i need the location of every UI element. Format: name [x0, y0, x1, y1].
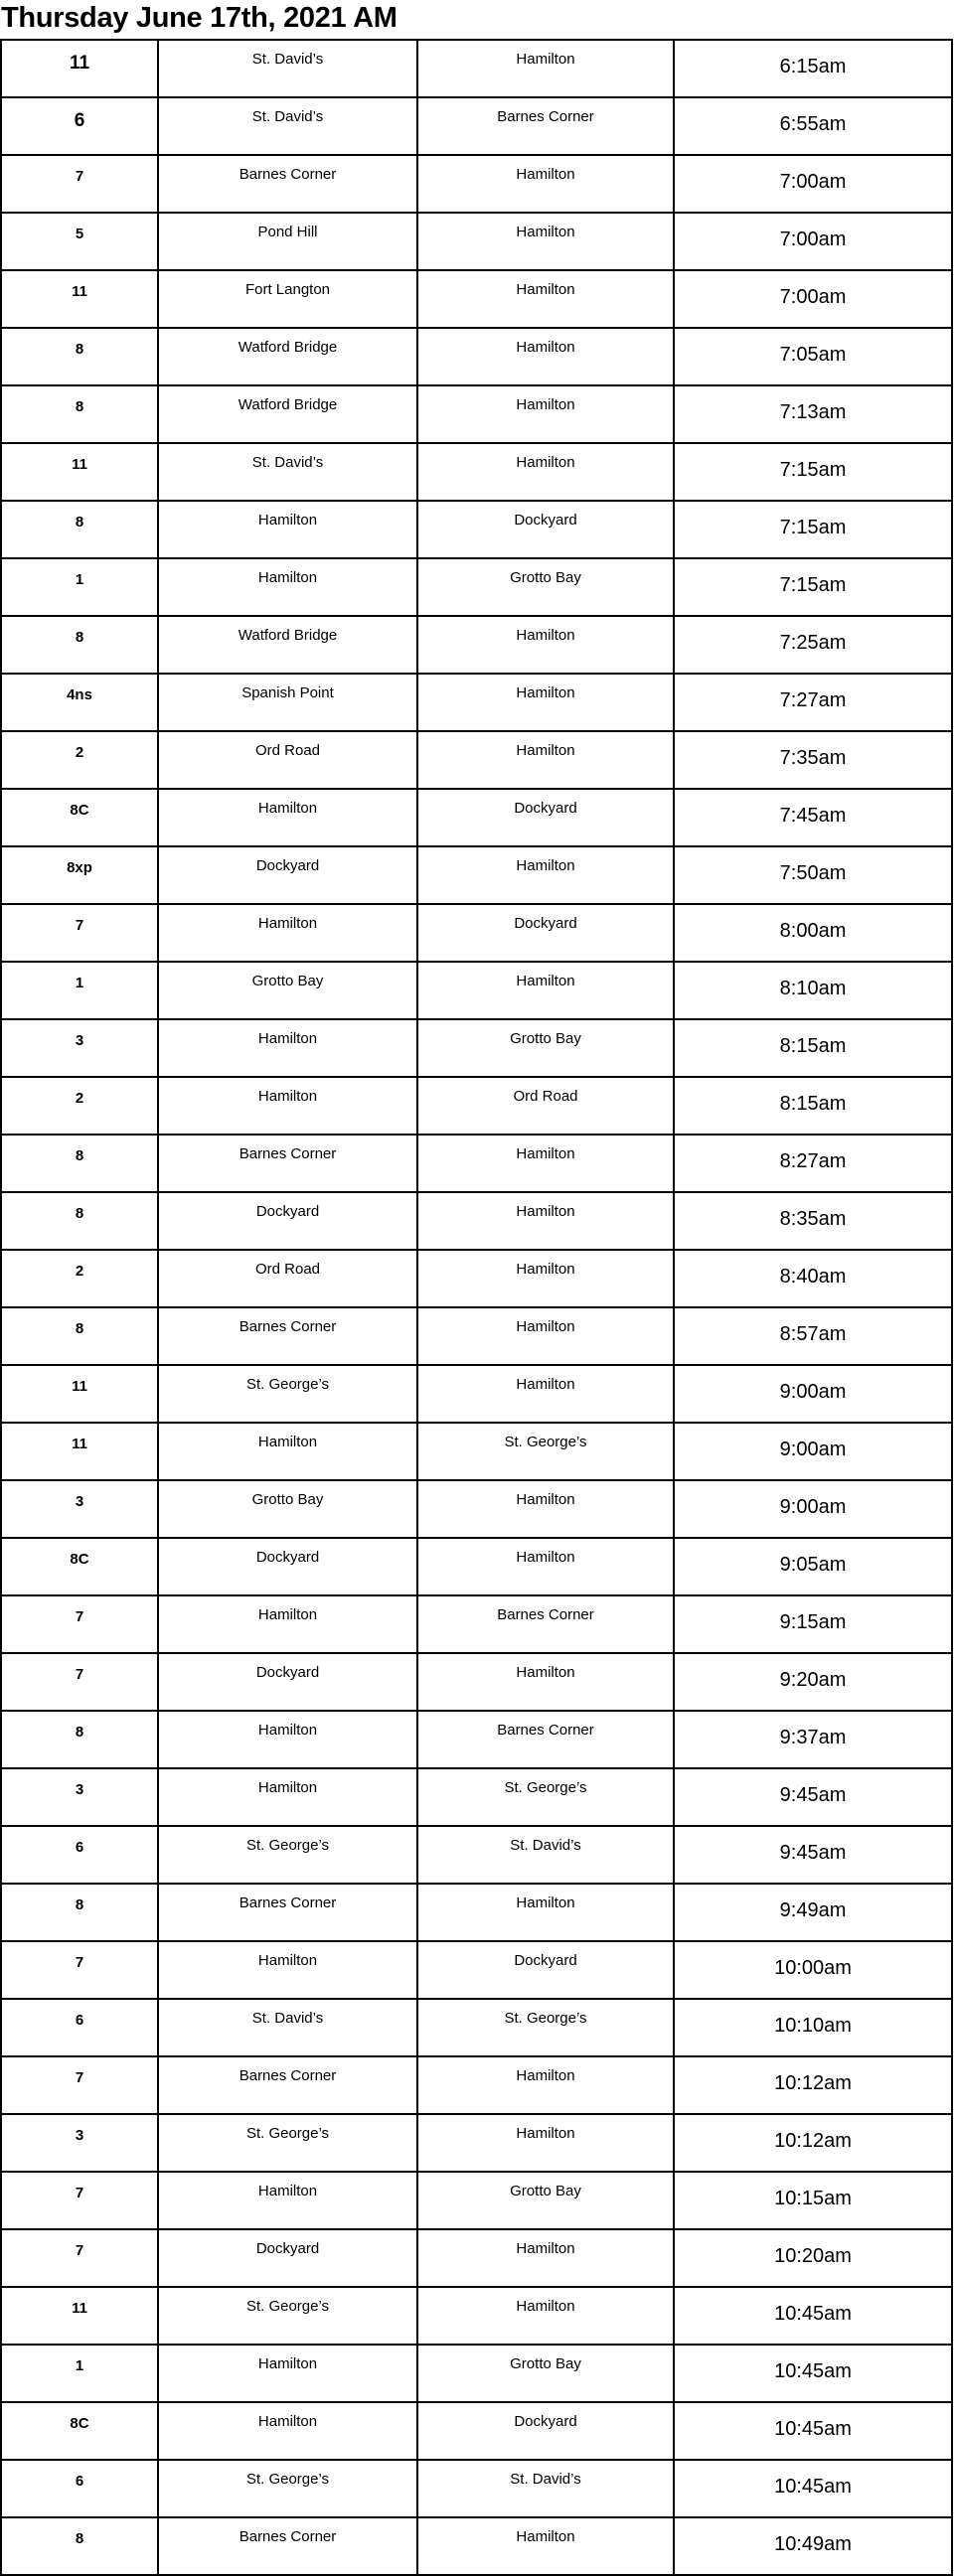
- destination-cell: Hamilton: [417, 731, 674, 789]
- table-row: [1, 1653, 952, 1711]
- departure-time-cell: 9:37am: [674, 1711, 952, 1768]
- destination-cell: Hamilton: [417, 2114, 674, 2172]
- destination-cell: Grotto Bay: [417, 2345, 674, 2402]
- departure-time-cell: 7:50am: [674, 846, 952, 904]
- table-row: [1, 1538, 952, 1595]
- route-number-cell: 7: [1, 1941, 158, 1999]
- route-number-cell: 6: [1, 2460, 158, 2517]
- route-number-cell: 8: [1, 1711, 158, 1768]
- departure-location-cell: Hamilton: [158, 1941, 417, 1999]
- route-number-cell: 8: [1, 328, 158, 385]
- destination-cell: Hamilton: [417, 1307, 674, 1365]
- route-number-cell: 3: [1, 1768, 158, 1826]
- departure-time-cell: 10:12am: [674, 2114, 952, 2172]
- departure-time-cell: 10:12am: [674, 2056, 952, 2114]
- departure-location-cell: St. David’s: [158, 1999, 417, 2056]
- departure-location-cell: Spanish Point: [158, 674, 417, 731]
- table-row: [1, 2056, 952, 2114]
- destination-cell: Hamilton: [417, 1538, 674, 1595]
- destination-cell: Hamilton: [417, 443, 674, 501]
- departure-location-cell: Dockyard: [158, 1192, 417, 1250]
- destination-cell: Hamilton: [417, 40, 674, 97]
- departure-location-cell: Dockyard: [158, 2229, 417, 2287]
- route-number-cell: 8: [1, 616, 158, 674]
- departure-time-cell: 10:45am: [674, 2287, 952, 2345]
- table-row: [1, 674, 952, 731]
- destination-cell: Hamilton: [417, 846, 674, 904]
- route-number-cell: 8C: [1, 789, 158, 846]
- departure-location-cell: St. David’s: [158, 97, 417, 155]
- destination-cell: Grotto Bay: [417, 2172, 674, 2229]
- table-row: [1, 443, 952, 501]
- departure-location-cell: Barnes Corner: [158, 1884, 417, 1941]
- departure-location-cell: St. George’s: [158, 1826, 417, 1884]
- destination-cell: Hamilton: [417, 155, 674, 213]
- table-row: [1, 2517, 952, 2575]
- route-number-cell: 3: [1, 1480, 158, 1538]
- departure-time-cell: 7:35am: [674, 731, 952, 789]
- departure-location-cell: Dockyard: [158, 1538, 417, 1595]
- departure-location-cell: Hamilton: [158, 558, 417, 616]
- destination-cell: Hamilton: [417, 213, 674, 270]
- departure-location-cell: Watford Bridge: [158, 385, 417, 443]
- route-number-cell: 3: [1, 2114, 158, 2172]
- departure-time-cell: 8:40am: [674, 1250, 952, 1307]
- departure-location-cell: Hamilton: [158, 1768, 417, 1826]
- table-row: [1, 1595, 952, 1653]
- departure-time-cell: 9:20am: [674, 1653, 952, 1711]
- destination-cell: Grotto Bay: [417, 558, 674, 616]
- destination-cell: Barnes Corner: [417, 1595, 674, 1653]
- departure-time-cell: 7:45am: [674, 789, 952, 846]
- departure-time-cell: 9:45am: [674, 1768, 952, 1826]
- departure-time-cell: 7:00am: [674, 213, 952, 270]
- route-number-cell: 7: [1, 1653, 158, 1711]
- table-row: [1, 2114, 952, 2172]
- departure-time-cell: 7:15am: [674, 443, 952, 501]
- route-number-cell: 8C: [1, 2402, 158, 2460]
- departure-time-cell: 10:45am: [674, 2402, 952, 2460]
- departure-location-cell: Hamilton: [158, 789, 417, 846]
- destination-cell: Dockyard: [417, 904, 674, 962]
- table-row: [1, 213, 952, 270]
- table-row: [1, 2172, 952, 2229]
- table-row: [1, 1423, 952, 1480]
- route-number-cell: 11: [1, 2287, 158, 2345]
- table-row: [1, 1250, 952, 1307]
- table-row: [1, 328, 952, 385]
- route-number-cell: 6: [1, 1999, 158, 2056]
- table-row: [1, 40, 952, 97]
- destination-cell: Hamilton: [417, 328, 674, 385]
- route-number-cell: 8: [1, 1192, 158, 1250]
- route-number-cell: 5: [1, 213, 158, 270]
- route-number-cell: 2: [1, 1077, 158, 1135]
- departure-time-cell: 6:55am: [674, 97, 952, 155]
- departure-time-cell: 6:15am: [674, 40, 952, 97]
- route-number-cell: 7: [1, 2056, 158, 2114]
- destination-cell: Dockyard: [417, 789, 674, 846]
- departure-location-cell: St. David’s: [158, 40, 417, 97]
- table-row: [1, 2402, 952, 2460]
- departure-location-cell: Hamilton: [158, 1711, 417, 1768]
- departure-time-cell: 8:15am: [674, 1019, 952, 1077]
- route-number-cell: 8: [1, 2517, 158, 2575]
- departure-time-cell: 10:45am: [674, 2345, 952, 2402]
- departure-location-cell: Grotto Bay: [158, 1480, 417, 1538]
- departure-time-cell: 8:27am: [674, 1135, 952, 1192]
- route-number-cell: 11: [1, 1365, 158, 1423]
- route-number-cell: 8: [1, 385, 158, 443]
- destination-cell: Ord Road: [417, 1077, 674, 1135]
- departure-time-cell: 7:15am: [674, 558, 952, 616]
- departure-time-cell: 7:25am: [674, 616, 952, 674]
- destination-cell: St. David’s: [417, 1826, 674, 1884]
- departure-location-cell: Hamilton: [158, 1019, 417, 1077]
- departure-location-cell: Hamilton: [158, 1423, 417, 1480]
- departure-location-cell: Hamilton: [158, 501, 417, 558]
- departure-time-cell: 7:00am: [674, 270, 952, 328]
- destination-cell: Hamilton: [417, 2287, 674, 2345]
- departure-time-cell: 9:00am: [674, 1480, 952, 1538]
- route-number-cell: 3: [1, 1019, 158, 1077]
- departure-time-cell: 9:05am: [674, 1538, 952, 1595]
- departure-location-cell: Pond Hill: [158, 213, 417, 270]
- departure-time-cell: 10:10am: [674, 1999, 952, 2056]
- destination-cell: Hamilton: [417, 385, 674, 443]
- route-number-cell: 2: [1, 731, 158, 789]
- table-row: [1, 1192, 952, 1250]
- table-row: [1, 1941, 952, 1999]
- table-row: [1, 1711, 952, 1768]
- departure-location-cell: Barnes Corner: [158, 1135, 417, 1192]
- departure-location-cell: Barnes Corner: [158, 1307, 417, 1365]
- table-row: [1, 731, 952, 789]
- route-number-cell: 8: [1, 501, 158, 558]
- route-number-cell: 11: [1, 1423, 158, 1480]
- destination-cell: Hamilton: [417, 2056, 674, 2114]
- table-row: [1, 2345, 952, 2402]
- route-number-cell: 7: [1, 155, 158, 213]
- schedule-body: [1, 40, 952, 2575]
- departure-location-cell: Barnes Corner: [158, 2056, 417, 2114]
- departure-location-cell: Ord Road: [158, 1250, 417, 1307]
- destination-cell: Barnes Corner: [417, 1711, 674, 1768]
- departure-location-cell: Hamilton: [158, 1595, 417, 1653]
- departure-location-cell: Dockyard: [158, 846, 417, 904]
- destination-cell: Dockyard: [417, 2402, 674, 2460]
- departure-location-cell: Ord Road: [158, 731, 417, 789]
- destination-cell: St. David’s: [417, 2460, 674, 2517]
- table-row: [1, 1480, 952, 1538]
- departure-time-cell: 7:05am: [674, 328, 952, 385]
- departure-location-cell: Hamilton: [158, 904, 417, 962]
- destination-cell: Hamilton: [417, 2229, 674, 2287]
- table-row: [1, 2229, 952, 2287]
- departure-time-cell: 7:13am: [674, 385, 952, 443]
- route-number-cell: 6: [1, 97, 158, 155]
- departure-location-cell: Watford Bridge: [158, 616, 417, 674]
- destination-cell: Dockyard: [417, 1941, 674, 1999]
- departure-time-cell: 9:45am: [674, 1826, 952, 1884]
- departure-time-cell: 10:49am: [674, 2517, 952, 2575]
- departure-time-cell: 9:00am: [674, 1365, 952, 1423]
- departure-location-cell: St. David’s: [158, 443, 417, 501]
- departure-time-cell: 10:45am: [674, 2460, 952, 2517]
- table-row: [1, 846, 952, 904]
- destination-cell: Dockyard: [417, 501, 674, 558]
- table-row: [1, 2460, 952, 2517]
- destination-cell: St. George’s: [417, 1999, 674, 2056]
- destination-cell: Hamilton: [417, 270, 674, 328]
- departure-location-cell: Barnes Corner: [158, 155, 417, 213]
- route-number-cell: 7: [1, 904, 158, 962]
- route-number-cell: 6: [1, 1826, 158, 1884]
- route-number-cell: 4ns: [1, 674, 158, 731]
- departure-time-cell: 8:35am: [674, 1192, 952, 1250]
- departure-time-cell: 10:15am: [674, 2172, 952, 2229]
- table-row: [1, 616, 952, 674]
- destination-cell: Hamilton: [417, 1192, 674, 1250]
- destination-cell: Hamilton: [417, 1250, 674, 1307]
- destination-cell: St. George’s: [417, 1768, 674, 1826]
- departure-location-cell: St. George’s: [158, 2287, 417, 2345]
- departure-location-cell: St. George’s: [158, 2460, 417, 2517]
- departure-time-cell: 7:15am: [674, 501, 952, 558]
- route-number-cell: 11: [1, 40, 158, 97]
- departure-time-cell: 9:00am: [674, 1423, 952, 1480]
- departure-time-cell: 8:57am: [674, 1307, 952, 1365]
- table-row: [1, 1768, 952, 1826]
- table-row: [1, 1135, 952, 1192]
- route-number-cell: 8: [1, 1884, 158, 1941]
- table-row: [1, 1365, 952, 1423]
- table-row: [1, 155, 952, 213]
- departure-time-cell: 8:15am: [674, 1077, 952, 1135]
- destination-cell: Hamilton: [417, 674, 674, 731]
- departure-location-cell: Dockyard: [158, 1653, 417, 1711]
- departure-location-cell: Hamilton: [158, 2402, 417, 2460]
- destination-cell: Hamilton: [417, 1365, 674, 1423]
- departure-location-cell: Hamilton: [158, 1077, 417, 1135]
- departure-location-cell: St. George’s: [158, 1365, 417, 1423]
- table-row: [1, 1999, 952, 2056]
- table-row: [1, 789, 952, 846]
- table-row: [1, 501, 952, 558]
- table-row: [1, 558, 952, 616]
- departure-location-cell: Watford Bridge: [158, 328, 417, 385]
- table-row: [1, 2287, 952, 2345]
- table-row: [1, 904, 952, 962]
- departure-time-cell: 7:00am: [674, 155, 952, 213]
- departure-location-cell: Barnes Corner: [158, 2517, 417, 2575]
- departure-time-cell: 9:15am: [674, 1595, 952, 1653]
- table-row: [1, 1826, 952, 1884]
- destination-cell: Hamilton: [417, 616, 674, 674]
- table-row: [1, 962, 952, 1019]
- route-number-cell: 11: [1, 443, 158, 501]
- table-row: [1, 1077, 952, 1135]
- destination-cell: Hamilton: [417, 1884, 674, 1941]
- destination-cell: Hamilton: [417, 1135, 674, 1192]
- route-number-cell: 8: [1, 1307, 158, 1365]
- route-number-cell: 1: [1, 558, 158, 616]
- route-number-cell: 8C: [1, 1538, 158, 1595]
- destination-cell: Grotto Bay: [417, 1019, 674, 1077]
- destination-cell: Hamilton: [417, 1480, 674, 1538]
- table-row: [1, 1884, 952, 1941]
- schedule-table: [0, 39, 953, 2576]
- route-number-cell: 1: [1, 962, 158, 1019]
- departure-time-cell: 9:49am: [674, 1884, 952, 1941]
- departure-time-cell: 10:00am: [674, 1941, 952, 1999]
- departure-time-cell: 8:10am: [674, 962, 952, 1019]
- table-row: [1, 385, 952, 443]
- destination-cell: Barnes Corner: [417, 97, 674, 155]
- route-number-cell: 11: [1, 270, 158, 328]
- departure-location-cell: Hamilton: [158, 2345, 417, 2402]
- route-number-cell: 7: [1, 1595, 158, 1653]
- table-row: [1, 270, 952, 328]
- table-row: [1, 97, 952, 155]
- destination-cell: Hamilton: [417, 962, 674, 1019]
- departure-time-cell: 7:27am: [674, 674, 952, 731]
- destination-cell: Hamilton: [417, 1653, 674, 1711]
- departure-time-cell: 10:20am: [674, 2229, 952, 2287]
- table-row: [1, 1307, 952, 1365]
- departure-time-cell: 8:00am: [674, 904, 952, 962]
- destination-cell: Hamilton: [417, 2517, 674, 2575]
- route-number-cell: 7: [1, 2172, 158, 2229]
- route-number-cell: 7: [1, 2229, 158, 2287]
- table-row: [1, 1019, 952, 1077]
- route-number-cell: 8: [1, 1135, 158, 1192]
- departure-location-cell: Grotto Bay: [158, 962, 417, 1019]
- route-number-cell: 2: [1, 1250, 158, 1307]
- destination-cell: St. George’s: [417, 1423, 674, 1480]
- departure-location-cell: Fort Langton: [158, 270, 417, 328]
- page-title: Thursday June 17th, 2021 AM: [1, 2, 398, 34]
- route-number-cell: 8xp: [1, 846, 158, 904]
- route-number-cell: 1: [1, 2345, 158, 2402]
- departure-location-cell: Hamilton: [158, 2172, 417, 2229]
- departure-location-cell: St. George’s: [158, 2114, 417, 2172]
